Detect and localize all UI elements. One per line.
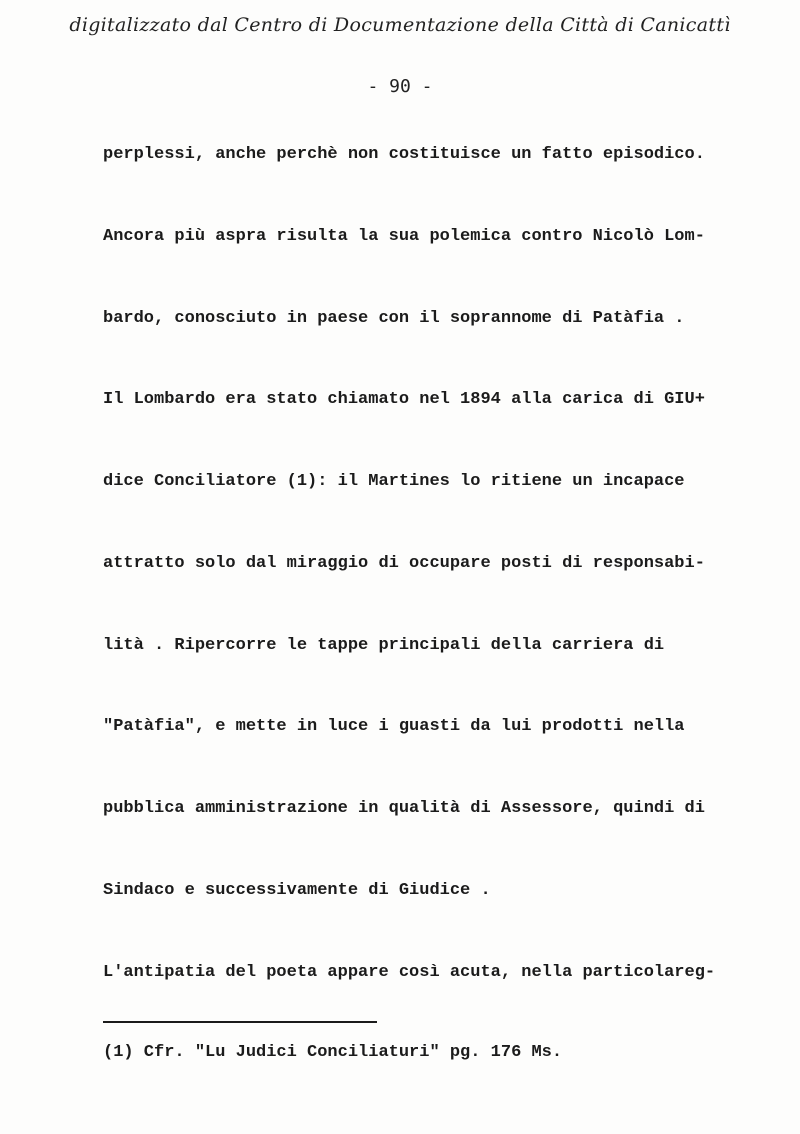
digitization-watermark: digitalizzato dal Centro di Documentazione della Città di Canicattì — [69, 14, 731, 36]
text-line: pubblica amministrazione in qualità di Assessore, quindi di — [103, 799, 705, 818]
text-line: bardo, conosciuto in paese con il soprannome di Patàfia . — [103, 309, 685, 328]
text-line: lità . Ripercorre le tappe principali della carriera di — [103, 636, 665, 655]
text-line: L'antipatia del poeta appare così acuta, nella particolareg- — [103, 963, 716, 982]
text-line: Il Lombardo era stato chiamato nel 1894 alla carica di GIU+ — [103, 390, 705, 409]
text-line: "Patàfia", e mette in luce i guasti da lui prodotti nella — [103, 717, 685, 736]
text-line: Sindaco e successivamente di Giudice . — [103, 881, 491, 900]
text-line: Ancora più aspra risulta la sua polemica contro Nicolò Lom- — [103, 227, 705, 246]
text-line: attratto solo dal miraggio di occupare posti di responsabi- — [103, 554, 705, 573]
footnote: (1) Cfr. "Lu Judici Conciliaturi" pg. 176 Ms. — [103, 1043, 563, 1062]
text-line: dice Conciliatore (1): il Martines lo ritiene un incapace — [103, 472, 685, 491]
text-line: perplessi, anche perchè non costituisce un fatto episodico. — [103, 145, 705, 164]
footnote-separator — [103, 1021, 377, 1023]
page-number: - 90 - — [367, 76, 433, 97]
